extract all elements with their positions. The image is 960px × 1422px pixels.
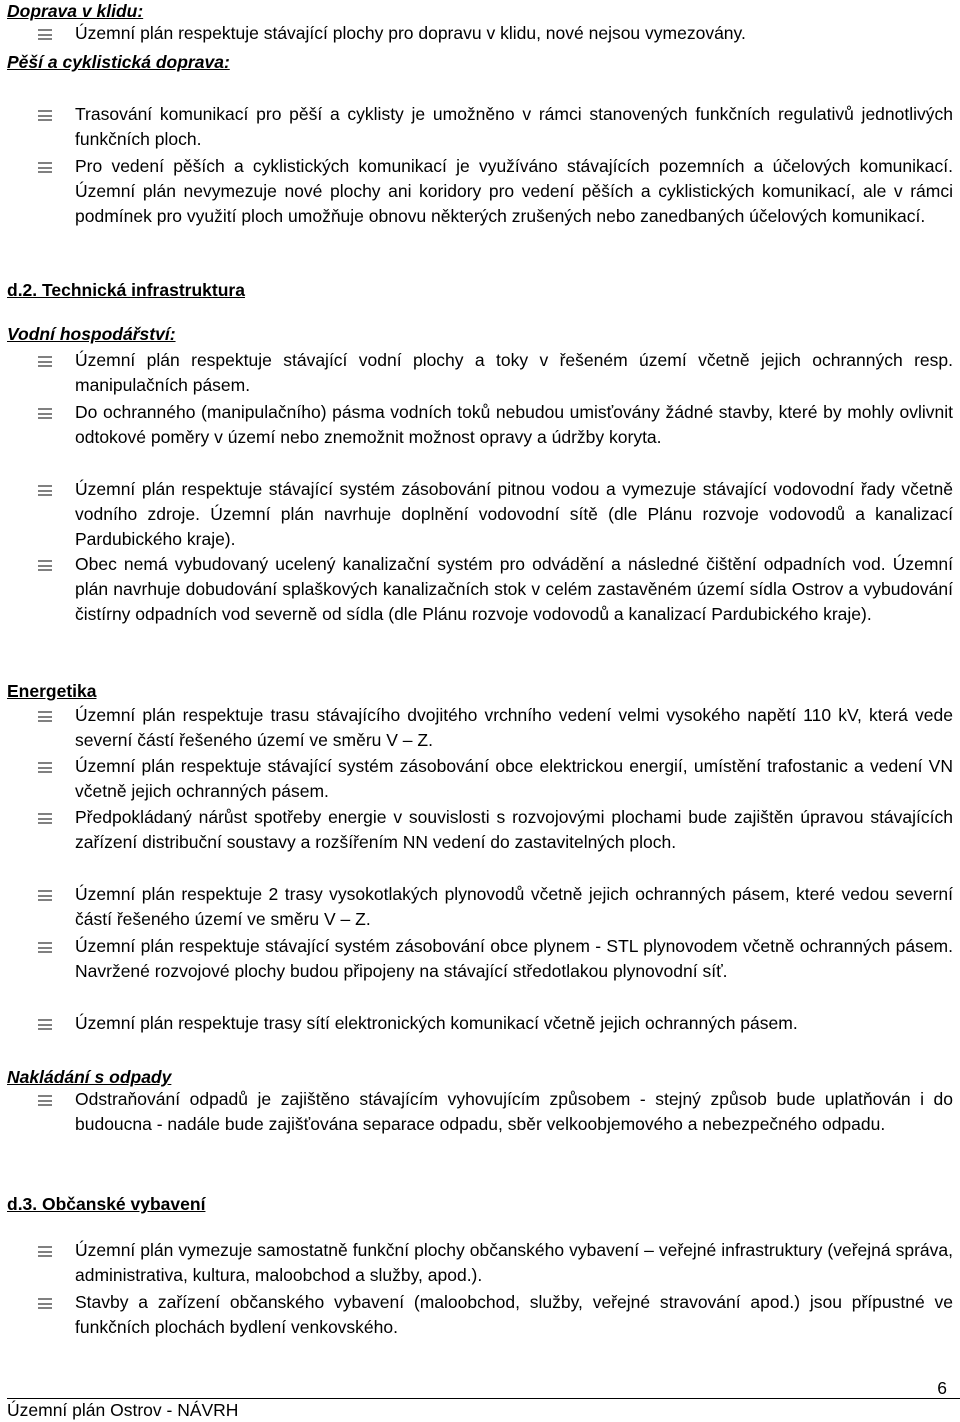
dash-bullet-icon	[37, 485, 54, 496]
dash-bullet-icon	[37, 29, 54, 40]
list-item: Územní plán respektuje trasu stávajícího dvojitého vrchního vedení velmi vysokého napětí 110 kV, která vede severní částí řešeného území ve směru V – Z.	[7, 703, 953, 753]
list-item: Územní plán respektuje stávající systém zásobování obce elektrickou energií, umístění trafostanic a vedení VN včetně jejich ochranných pásem.	[7, 754, 953, 804]
heading-pesi-cyklisticka-doprava: Pěší a cyklistická doprava:	[7, 52, 230, 72]
list-item: Územní plán vymezuje samostatně funkční plochy občanského vybavení – veřejné infrastruktury (veřejná správa, administrativa, kultura, maloobchod a služby, apod.).	[7, 1238, 953, 1288]
list-item: Do ochranného (manipulačního) pásma vodních toků nebudou umisťovány žádné stavby, které by mohly ovlivnit odtokové poměry v území nebo znemožnit možnost opravy a údržby koryta.	[7, 400, 953, 450]
section-title-d3: d.3. Občanské vybavení	[7, 1194, 206, 1214]
list-item: Pro vedení pěších a cyklistických komunikací je využíváno stávajících pozemních a účelových komunikací. Územní plán nevymezuje nové plochy ani koridory pro vedení pěších a cyklistických komunikací, ale v rámci podmínek pro využití ploch umožňuje obnovu některých zrušených nebo zanedbaných účelových komunikací.	[7, 154, 953, 230]
list-item: Předpokládaný nárůst spotřeby energie v souvislosti s rozvojovými plochami bude zajištěn úpravou stávajících zařízení distribuční soustavy a rozšířením NN vedení do zastavitelných ploch.	[7, 805, 953, 855]
list-item: Územní plán respektuje stávající plochy pro dopravu v klidu, nové nejsou vymezovány.	[7, 21, 953, 46]
dash-bullet-icon	[37, 1246, 54, 1257]
dash-bullet-icon	[37, 162, 54, 173]
dash-bullet-icon	[37, 408, 54, 419]
dash-bullet-icon	[37, 1095, 54, 1106]
list-item: Územní plán respektuje stávající systém zásobování obce plynem - STL plynovodem včetně ochranných pásem. Navržené rozvojové plochy budou připojeny na stávající středotlakou plynovodní síť.	[7, 934, 953, 984]
page-number: 6	[937, 1378, 947, 1398]
heading-vodni-hospodarstvi: Vodní hospodářství:	[7, 324, 176, 344]
dash-bullet-icon	[37, 1298, 54, 1309]
list-item: Stavby a zařízení občanského vybavení (maloobchod, služby, veřejné stravování apod.) jsou přípustné ve funkčních plochách bydlení venkovského.	[7, 1290, 953, 1340]
dash-bullet-icon	[37, 560, 54, 571]
list-item: Územní plán respektuje stávající systém zásobování pitnou vodou a vymezuje stávající vodovodní řady včetně vodního zdroje. Územní plán navrhuje doplnění vodovodní sítě (dle Plánu rozvoje vodovodů a kanalizací Pardubického kraje).	[7, 477, 953, 553]
dash-bullet-icon	[37, 890, 54, 901]
dash-bullet-icon	[37, 813, 54, 824]
list-item: Obec nemá vybudovaný ucelený kanalizační systém pro odvádění a následné čištění odpadních vod. Územní plán navrhuje dobudování splaškových kanalizačních stok v celém zastavěném území sídla Ostrov a vybudování čistírny odpadních vod severně od sídla (dle Plánu rozvoje vodovodů a kanalizací Pardubického kraje).	[7, 552, 953, 628]
list-item: Trasování komunikací pro pěší a cyklisty je umožněno v rámci stanovených funkčních regulativů jednotlivých funkčních ploch.	[7, 102, 953, 152]
heading-doprava-v-klidu: Doprava v klidu:	[7, 1, 144, 21]
list-item: Územní plán respektuje trasy sítí elektronických komunikací včetně jejich ochranných pásem.	[7, 1011, 953, 1036]
section-title-d2: d.2. Technická infrastruktura	[7, 280, 245, 300]
list-item: Odstraňování odpadů je zajištěno stávajícím vyhovujícím způsobem - stejný způsob bude uplatňován i do budoucna - nadále bude zajišťována separace odpadu, sběr velkoobjemového a nebezpečného odpadu.	[7, 1087, 953, 1137]
heading-energetika: Energetika	[7, 681, 97, 701]
list-item: Územní plán respektuje 2 trasy vysokotlakých plynovodů včetně jejich ochranných pásem, které vedou severní částí řešeného území ve směru V – Z.	[7, 882, 953, 932]
dash-bullet-icon	[37, 110, 54, 121]
list-item: Územní plán respektuje stávající vodní plochy a toky v řešeném území včetně jejich ochranných resp. manipulačních pásem.	[7, 348, 953, 398]
heading-nakladani-s-odpady: Nakládání s odpady	[7, 1067, 172, 1087]
dash-bullet-icon	[37, 1019, 54, 1030]
dash-bullet-icon	[37, 762, 54, 773]
dash-bullet-icon	[37, 356, 54, 367]
footer-document-title: Územní plán Ostrov - NÁVRH	[7, 1400, 239, 1420]
dash-bullet-icon	[37, 711, 54, 722]
dash-bullet-icon	[37, 942, 54, 953]
